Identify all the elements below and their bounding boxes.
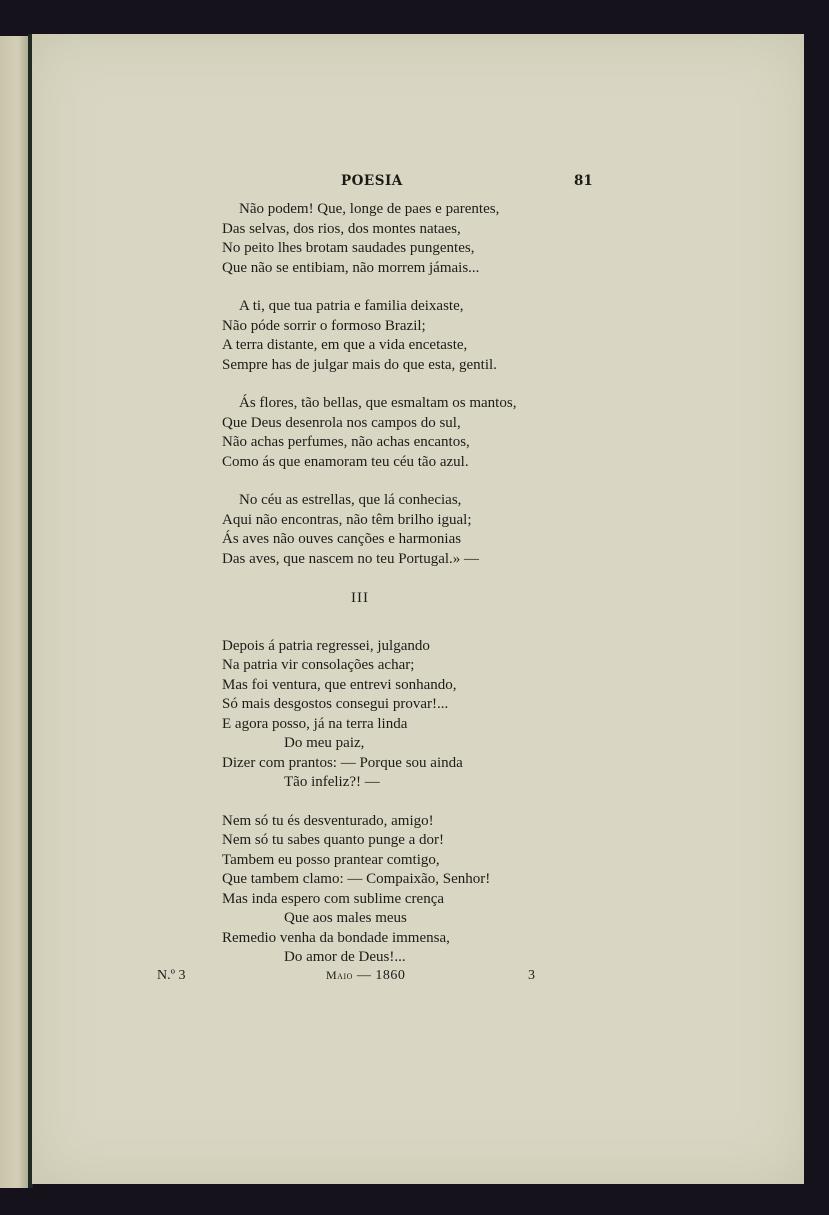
stanza	[222, 394, 582, 472]
poem-line: Só mais desgostos consegui provar!...	[222, 696, 449, 712]
poem-line: No céu as estrellas, que lá conhecias,	[239, 492, 462, 508]
poem-line: Na patria vir consolações achar;	[222, 657, 415, 673]
poem-line: Nem só tu és desventurado, amigo!	[222, 812, 434, 829]
poem-line: A terra distante, em que a vida encetaste,	[222, 337, 468, 353]
poem-line: No peito lhes brotam saudades pungentes,	[222, 240, 475, 256]
page-number: 81	[574, 173, 593, 189]
poem-line: Do meu paiz,	[284, 735, 365, 751]
poem-line: Remedio venha da bondade immensa,	[222, 929, 450, 946]
stanza	[222, 812, 582, 968]
poem-line: Tambem eu posso prantear comtigo,	[222, 851, 440, 868]
poem-line: Que tambem clamo: — Compaixão, Senhor!	[222, 871, 491, 887]
poem-line: Que aos males meus	[284, 910, 407, 926]
poem-line: Não podem! Que, longe de paes e parentes,	[239, 201, 500, 217]
poem-line: Das aves, que nascem no teu Portugal.» —	[222, 550, 480, 567]
poem-line: Ás flores, tão bellas, que esmaltam os mantos,	[239, 395, 517, 411]
stanza	[222, 491, 582, 569]
issue-date	[326, 968, 405, 984]
poem-line: Sempre has de julgar mais do que esta, gentil.	[222, 356, 497, 373]
poem-line: Não achas perfumes, não achas encantos,	[222, 434, 470, 450]
issue-month: Maio	[326, 968, 353, 982]
poem-line: Do amor de Deus!...	[284, 949, 406, 965]
issue-year: — 1860	[356, 968, 406, 983]
poem-line: Tão infeliz?! —	[284, 774, 380, 790]
stanza	[222, 637, 582, 793]
stanza	[222, 297, 582, 375]
poem-line: Aqui não encontras, não têm brilho igual;	[222, 511, 472, 528]
poem-line: Ás aves não ouves canções e harmonias	[222, 531, 462, 547]
poem-line: Das selvas, dos rios, dos montes nataes,	[222, 220, 461, 237]
poem-line: Como ás que enamoram teu céu tão azul.	[222, 453, 469, 470]
poem-line: Mas inda espero com sublime crença	[222, 890, 445, 907]
running-title: POESIA	[341, 173, 403, 189]
stanza	[222, 200, 582, 278]
poem-line: E agora posso, já na terra linda	[222, 715, 408, 732]
issue-number: N.º 3	[157, 968, 186, 983]
poem-line: Que Deus desenrola nos campos do sul,	[222, 414, 461, 431]
section-heading: III	[351, 590, 369, 606]
poem-line: Não póde sorrir o formoso Brazil;	[222, 317, 426, 334]
poem-line: Mas foi ventura, que entrevi sonhando,	[222, 676, 457, 693]
adjacent-page-edge	[0, 36, 30, 1188]
sheet-mark: 3	[528, 968, 535, 983]
poem-line: Nem só tu sabes quanto punge a dor!	[222, 832, 445, 848]
poem-line: Que não se entibiam, não morrem jámais...	[222, 259, 480, 276]
poem-line: Dizer com prantos: — Porque sou ainda	[222, 754, 463, 771]
poem-line: A ti, que tua patria e familia deixaste,	[239, 298, 464, 314]
poem-body	[222, 200, 582, 987]
poem-line: Depois á patria regressei, julgando	[222, 637, 430, 654]
